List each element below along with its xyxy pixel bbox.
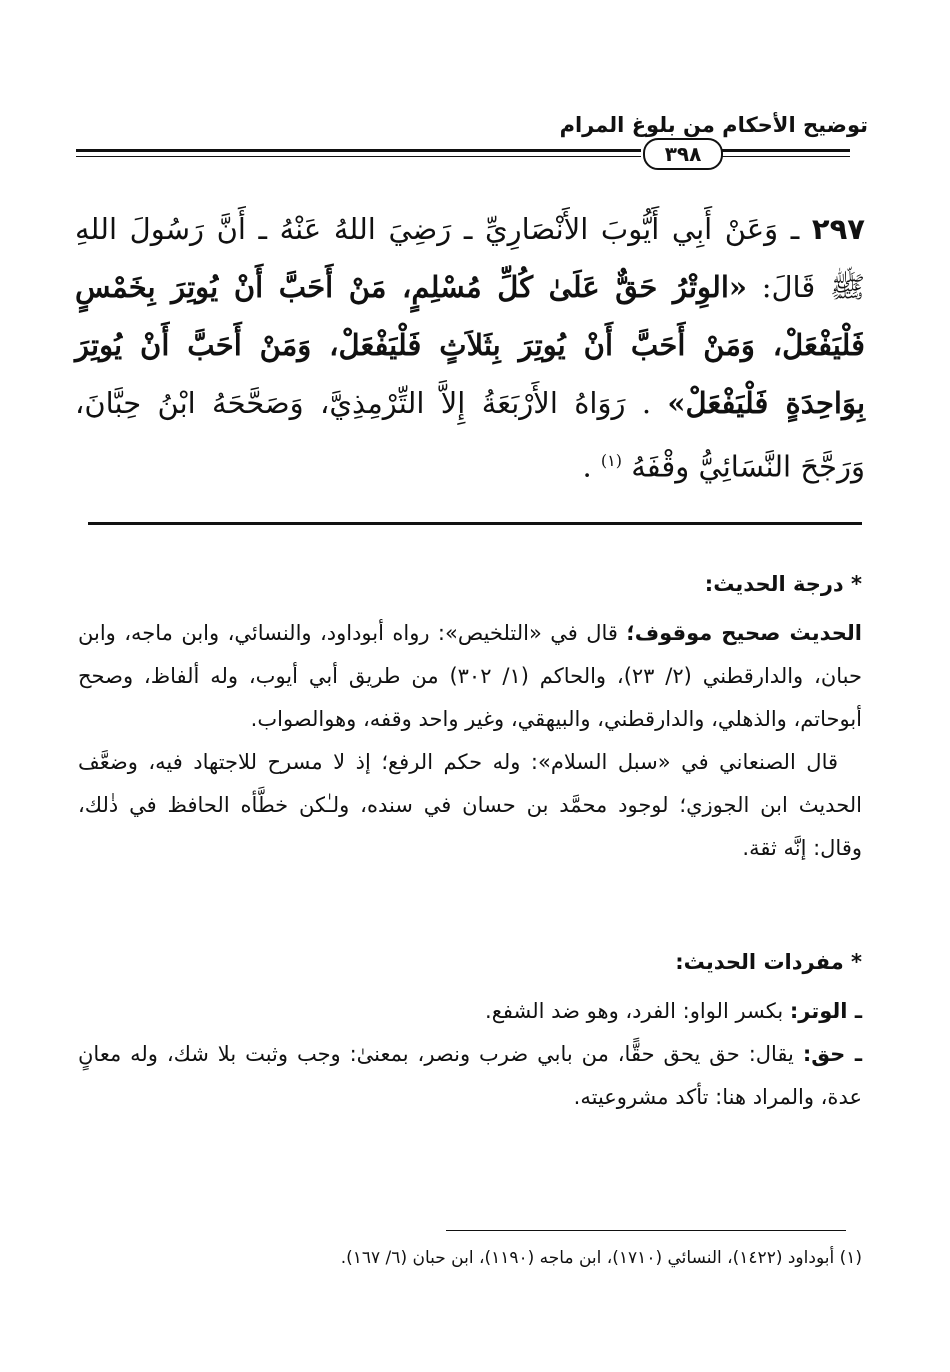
footnote: (١) أبوداود (١٤٢٢)، النسائي (١٧١٠)، ابن ماجه (١١٩٠)، ابن حبان (٦/ ١٦٧). (340, 1248, 862, 1268)
vocab-definition: يقال: حق يحق حقًّا، من بابي ضرب ونصر، بمعنىٰ: وجب وثبت بلا شك، وله معانٍ عدة، والمراد هنا: تأكد مشروعيته. (78, 1042, 862, 1109)
grade-lead: الحديث صحيح موقوف؛ (626, 621, 862, 645)
footnote-rule (446, 1230, 846, 1231)
vocab-term: ـ الوتر: (789, 999, 862, 1023)
footnote-reference: (١) (600, 451, 622, 470)
section-divider (88, 522, 862, 525)
header-rule-right-thin (722, 156, 850, 157)
hadith-number: ٢٩٧ (811, 212, 865, 246)
vocab-term: ـ حق: (802, 1042, 862, 1066)
vocab-item (78, 1033, 862, 1119)
header-rule-left-thin (76, 156, 641, 157)
hadith-outro: . رَوَاهُ الأَرْبَعَةُ إِلاَّ التِّرْمِذِيَّ، وَصَحَّحَهُ ابْنُ حِبَّانَ، وَرَجَّحَ النَّسَائِيُّ وقْفَهُ (75, 386, 865, 484)
grade-section (78, 612, 862, 870)
hadith-text (75, 200, 865, 496)
vocab-item (78, 990, 862, 1033)
page-number: ٣٩٨ (643, 138, 723, 170)
hadith-end: . (582, 449, 592, 484)
grade-paragraph-2: قال الصنعاني في «سبل السلام»: وله حكم الرفع؛ إذ لا مسرح للاجتهاد فيه، وضعَّف الحديث ابن الجوزي؛ لوجود محمَّد بن حسان في سنده، ولـٰكن خطَّأه الحافظ في ذٰلك، وقال: إنَّه ثقة. (78, 750, 862, 860)
running-header-title: توضيح الأحكام من بلوغ المرام (559, 113, 868, 137)
vocab-section (78, 990, 862, 1119)
hadith-quote: «الوِتْرُ حَقٌّ عَلَىٰ كُلِّ مُسْلِمٍ، مَنْ أَحَبَّ أَنْ يُوتِرَ بِخَمْسٍ فَلْيَفْعَلْ، وَمَنْ أَحَبَّ أَنْ يُوتِرَ بِثَلاَثٍ فَلْيَفْعَلْ، وَمَنْ أَحَبَّ أَنْ يُوتِرَ بِوَاحِدَةٍ فَلْيَفْعَلْ» (75, 270, 866, 420)
grade-heading: * درجة الحديث: (704, 572, 862, 596)
vocab-heading: * مفردات الحديث: (675, 950, 862, 974)
grade-text-1: قال في «التلخيص»: رواه أبوداود، والنسائي، وابن ماجه، وابن حبان، والدارقطني (٢/ ٢٣)، والحاكم (١/ ٣٠٢) من طريق أبي أيوب، وله ألفاظ، وصحح أبوحاتم، والذهلي، والدارقطني، والبيهقي، وغير واحد وقفه، وهوالصواب. (78, 621, 862, 731)
header-rule-left-thick (76, 149, 641, 152)
header-rule-right-thick (722, 149, 850, 152)
grade-paragraph-1 (78, 612, 862, 741)
hadith-intro: ـ وَعَنْ أَبِي أَيُّوبَ الأَنْصَارِيِّ ـ رَضِيَ اللهُ عَنْهُ ـ أَنَّ رَسُولَ اللهِ ﷺ قَالَ: (75, 212, 865, 304)
vocab-definition: بكسر الواو: الفرد، وهو ضد الشفع. (485, 999, 790, 1023)
